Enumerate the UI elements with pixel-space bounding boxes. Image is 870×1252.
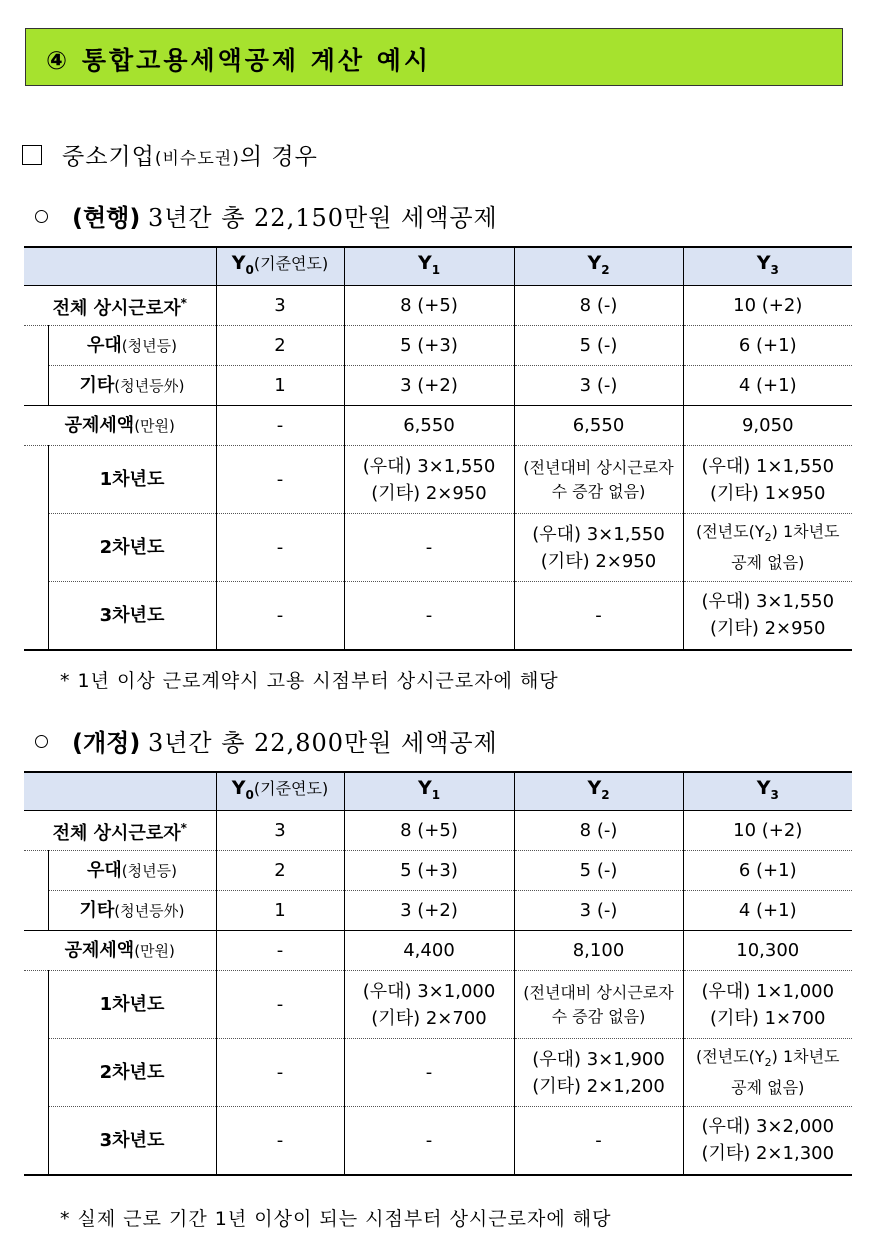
revised-label: (개정): [72, 729, 141, 757]
table-row: [24, 1039, 852, 1107]
footnote: * 1년 이상 근로계약시 고용 시점부터 상시근로자에 해당: [60, 670, 559, 692]
indent-cell: [24, 514, 48, 582]
cell-value: 8 (-): [514, 811, 683, 851]
cell-value: (우대) 3×2,000 (기타) 2×1,300: [683, 1107, 852, 1175]
table-header-row: [24, 772, 852, 811]
table-row: [24, 406, 852, 446]
cell-value: 10 (+2): [683, 811, 852, 851]
cell-value: 8 (-): [514, 286, 683, 326]
table-row: [24, 582, 852, 650]
table-row: [24, 931, 852, 971]
indent-cell: [24, 971, 48, 1039]
table-row: [24, 366, 852, 406]
cell-value: -: [216, 971, 344, 1039]
cell-value: 5 (-): [514, 851, 683, 891]
header-y3: $Y_3$: [683, 247, 852, 286]
cell-value: (우대) 1×1,000 (기타) 1×700: [683, 971, 852, 1039]
row-label-deduct: 공제세액(만원): [24, 931, 216, 971]
header-blank: [24, 247, 216, 286]
row-label-year1: 1차년도: [48, 446, 216, 514]
cell-value: 6 (+1): [683, 851, 852, 891]
cell-value: (전년도$(Y_2)$ 1차년도 공제 없음): [683, 514, 852, 582]
cell-value: 3 (+2): [344, 891, 514, 931]
indent-cell: [24, 326, 48, 366]
cell-value: 6 (+1): [683, 326, 852, 366]
indent-cell: [24, 582, 48, 650]
cell-value: (우대) 3×1,550 (기타) 2×950: [514, 514, 683, 582]
cell-value: (우대) 1×1,550 (기타) 1×950: [683, 446, 852, 514]
cell-value: 2: [216, 326, 344, 366]
table-row: [24, 286, 852, 326]
row-label-other: 기타(청년등外): [48, 891, 216, 931]
cell-value: 10 (+2): [683, 286, 852, 326]
cell-value: -: [216, 931, 344, 971]
row-label-total: 전체 상시근로자*: [24, 286, 216, 326]
table-row: [24, 326, 852, 366]
circle-bullet-icon: [35, 735, 48, 748]
revised-text: 3년간 총 22,800만원 세액공제: [147, 729, 498, 757]
current-table: [24, 246, 852, 651]
cell-value: 5 (+3): [344, 326, 514, 366]
cell-value: -: [344, 1039, 514, 1107]
cell-value: 2: [216, 851, 344, 891]
cell-value: -: [344, 514, 514, 582]
header-y0: $Y_0$(기준연도): [216, 247, 344, 286]
cell-value: -: [216, 1039, 344, 1107]
cell-value: (전년대비 상시근로자 수 증감 없음): [514, 971, 683, 1039]
cell-value: 3 (-): [514, 366, 683, 406]
indent-cell: [24, 1039, 48, 1107]
cell-value: (우대) 3×1,000 (기타) 2×700: [344, 971, 514, 1039]
table-header-row: [24, 247, 852, 286]
row-label-pref: 우대(청년등): [48, 326, 216, 366]
cell-value: 8,100: [514, 931, 683, 971]
indent-cell: [24, 851, 48, 891]
cell-value: 8 (+5): [344, 286, 514, 326]
cell-value: (전년대비 상시근로자 수 증감 없음): [514, 446, 683, 514]
cell-value: 3 (-): [514, 891, 683, 931]
cell-value: -: [216, 1107, 344, 1175]
cell-value: -: [216, 406, 344, 446]
cell-value: 5 (-): [514, 326, 683, 366]
cell-value: 1: [216, 891, 344, 931]
header-y3: $Y_3$: [683, 772, 852, 811]
checkbox-square-icon: [22, 145, 42, 165]
circle-bullet-icon: [35, 210, 48, 223]
cell-value: 4,400: [344, 931, 514, 971]
header-y2: $Y_2$: [514, 247, 683, 286]
cell-value: -: [216, 582, 344, 650]
row-label-pref: 우대(청년등): [48, 851, 216, 891]
company-heading: [22, 138, 318, 171]
row-label-year2: 2차년도: [48, 514, 216, 582]
indent-cell: [24, 891, 48, 931]
cell-value: -: [344, 1107, 514, 1175]
cell-value: (우대) 3×1,550 (기타) 2×950: [344, 446, 514, 514]
cell-value: (우대) 3×1,550 (기타) 2×950: [683, 582, 852, 650]
cell-value: -: [344, 582, 514, 650]
revised-table: [24, 771, 852, 1176]
header-y1: $Y_1$: [344, 772, 514, 811]
row-label-total: 전체 상시근로자*: [24, 811, 216, 851]
row-label-year3: 3차년도: [48, 582, 216, 650]
cell-value: -: [514, 582, 683, 650]
table-row: [24, 891, 852, 931]
footnote: * 실제 근로 기간 1년 이상이 되는 시점부터 상시근로자에 해당: [60, 1208, 612, 1230]
company-main: 중소기업: [62, 144, 155, 170]
cell-value: -: [216, 514, 344, 582]
table-row: [24, 971, 852, 1039]
header-y1: $Y_1$: [344, 247, 514, 286]
cell-value: 3 (+2): [344, 366, 514, 406]
cell-value: 5 (+3): [344, 851, 514, 891]
indent-cell: [24, 366, 48, 406]
cell-value: 3: [216, 811, 344, 851]
table-row: [24, 1107, 852, 1175]
table-row: [24, 446, 852, 514]
cell-value: 6,550: [514, 406, 683, 446]
header-y0: $Y_0$(기준연도): [216, 772, 344, 811]
revised-heading: [35, 723, 498, 758]
cell-value: (전년도$(Y_2)$ 1차년도 공제 없음): [683, 1039, 852, 1107]
cell-value: -: [216, 446, 344, 514]
row-label-year3: 3차년도: [48, 1107, 216, 1175]
indent-cell: [24, 446, 48, 514]
cell-value: 8 (+5): [344, 811, 514, 851]
cell-value: 1: [216, 366, 344, 406]
cell-value: 3: [216, 286, 344, 326]
table-row: [24, 514, 852, 582]
page-title: ④ 통합고용세액공제 계산 예시: [46, 46, 432, 75]
cell-value: 10,300: [683, 931, 852, 971]
cell-value: (우대) 3×1,900 (기타) 2×1,200: [514, 1039, 683, 1107]
header-blank: [24, 772, 216, 811]
current-label: (현행): [72, 204, 141, 232]
current-text: 3년간 총 22,150만원 세액공제: [147, 204, 498, 232]
row-label-deduct: 공제세액(만원): [24, 406, 216, 446]
indent-cell: [24, 1107, 48, 1175]
cell-value: 4 (+1): [683, 366, 852, 406]
company-rest: 의 경우: [239, 144, 318, 170]
current-heading: [35, 198, 498, 233]
row-label-year2: 2차년도: [48, 1039, 216, 1107]
cell-value: 6,550: [344, 406, 514, 446]
title-banner: [25, 28, 843, 86]
row-label-year1: 1차년도: [48, 971, 216, 1039]
table-row: [24, 811, 852, 851]
company-sub: (비수도권): [154, 149, 240, 169]
table-row: [24, 851, 852, 891]
cell-value: -: [514, 1107, 683, 1175]
row-label-other: 기타(청년등外): [48, 366, 216, 406]
cell-value: 4 (+1): [683, 891, 852, 931]
cell-value: 9,050: [683, 406, 852, 446]
header-y2: $Y_2$: [514, 772, 683, 811]
